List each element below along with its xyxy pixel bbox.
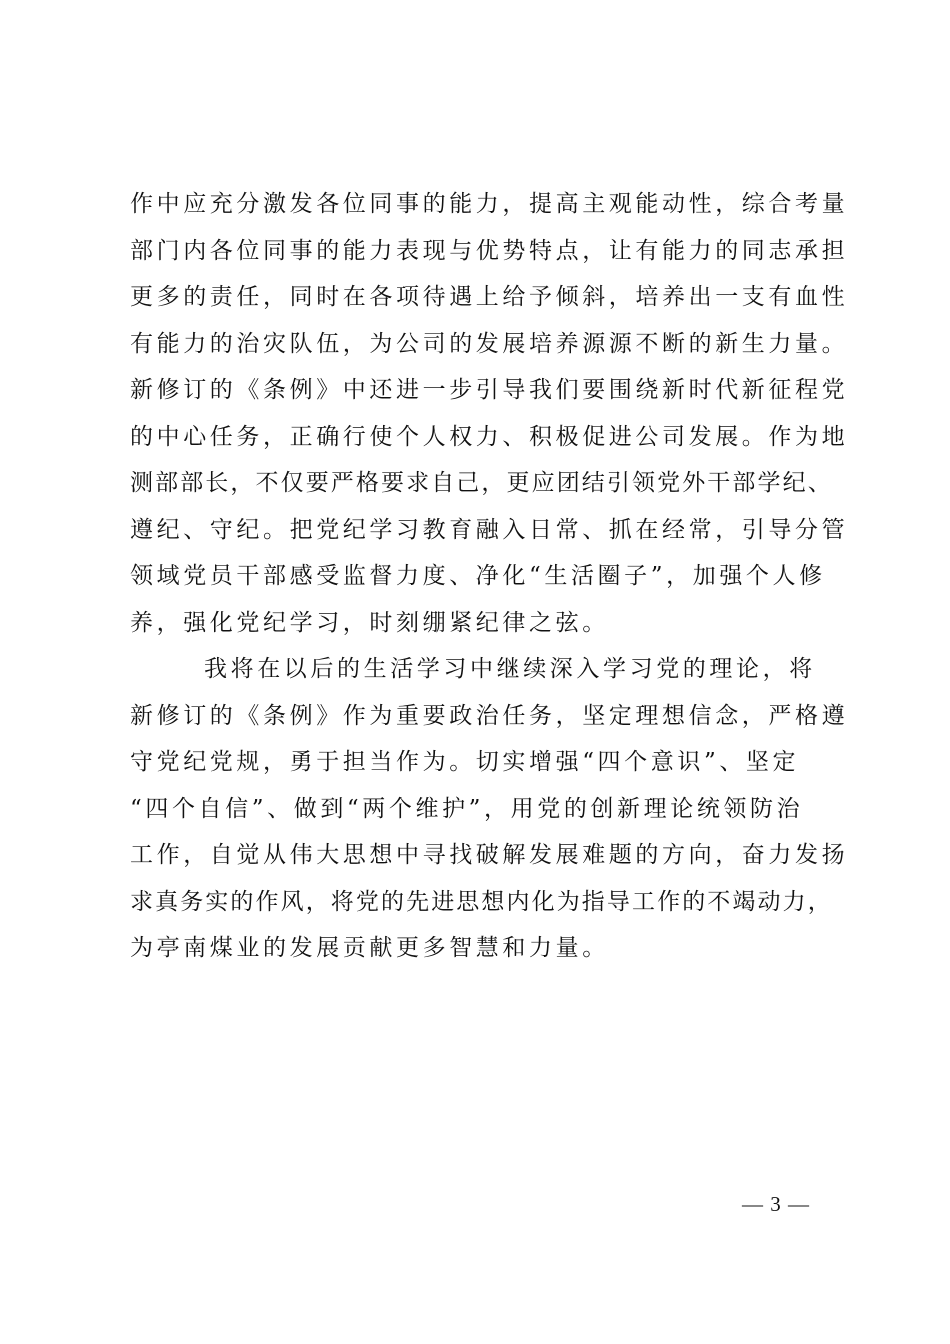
text-line: 作中应充分激发各位同事的能力，提高主观能动性，综合考量 bbox=[130, 191, 849, 217]
text-line: 有能力的治灾队伍，为公司的发展培养源源不断的新生力量。 bbox=[130, 330, 849, 357]
text-line: 遵纪、守纪。把党纪学习教育融入日常、抓在经常，引导分管 bbox=[130, 516, 849, 543]
text-line: 求真务实的作风，将党的先进思想内化为指导工作的不竭动力， bbox=[130, 888, 833, 915]
text-line: 领域党员干部感受监督力度、净化“生活圈子”，加强个人修 bbox=[130, 563, 826, 589]
page-number: — 3 — bbox=[742, 1192, 810, 1216]
text-line: 部门内各位同事的能力表现与优势特点，让有能力的同志承担 bbox=[130, 237, 849, 264]
text-line: 为亭南煤业的发展贡献更多智慧和力量。 bbox=[130, 935, 609, 961]
text-line: “四个自信”、做到“两个维护”，用党的创新理论统领防治 bbox=[130, 795, 804, 822]
text-line: 工作，自觉从伟大思想中寻找破解发展难题的方向，奋力发扬 bbox=[130, 842, 849, 868]
text-line: 更多的责任，同时在各项待遇上给予倾斜，培养出一支有血性 bbox=[130, 284, 849, 310]
paragraph-first-line: 我将在以后的生活学习中继续深入学习党的理论，将 bbox=[204, 656, 816, 682]
document-body bbox=[130, 181, 850, 972]
text-line: 守党纪党规，勇于担当作为。切实增强“四个意识”、坚定 bbox=[130, 749, 800, 775]
text-line: 养，强化党纪学习，时刻绷紧纪律之弦。 bbox=[130, 609, 609, 636]
text-line: 的中心任务，正确行使个人权力、积极促进公司发展。作为地 bbox=[130, 423, 849, 450]
text-line: 新修订的《条例》中还进一步引导我们要围绕新时代新征程党 bbox=[130, 377, 849, 403]
text-line: 新修订的《条例》作为重要政治任务，坚定理想信念，严格遵 bbox=[130, 702, 849, 729]
text-line: 测部部长，不仅要严格要求自己，更应团结引领党外干部学纪、 bbox=[130, 470, 833, 496]
